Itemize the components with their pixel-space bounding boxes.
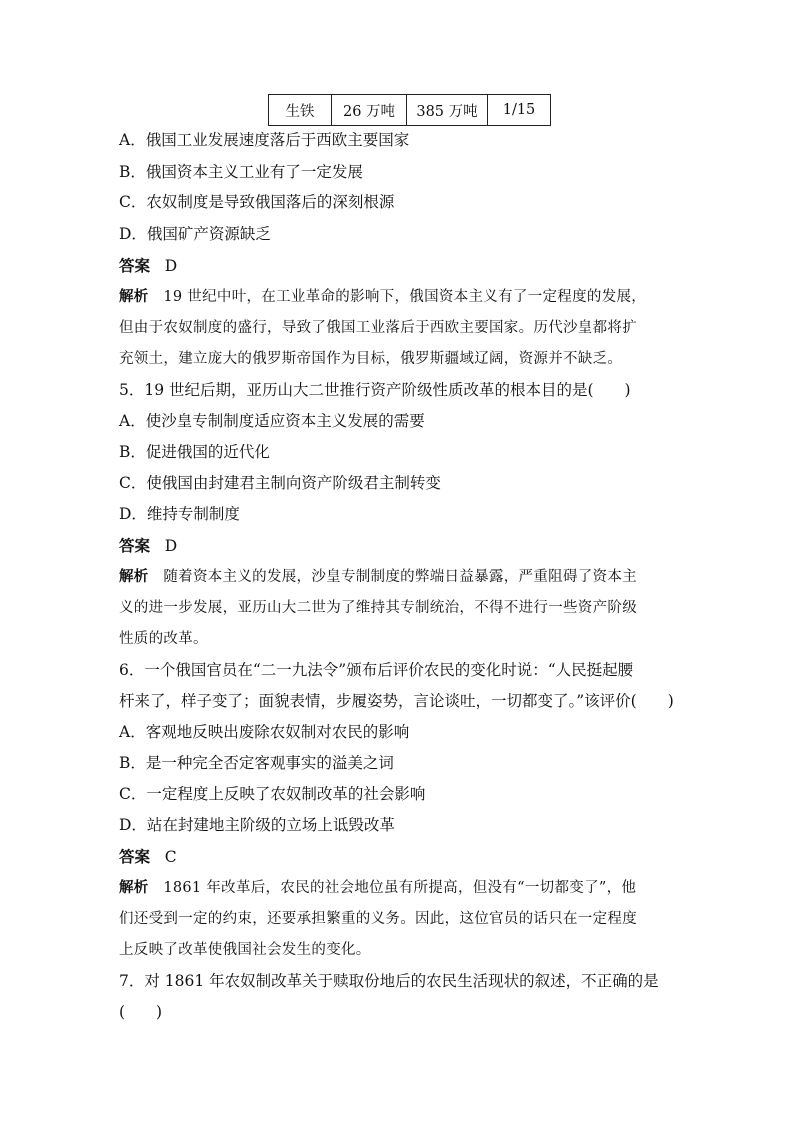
q4-explanation-line: 但由于农奴制度的盛行，导致了俄国工业落后于西欧主要国家。历代沙皇都将扩 bbox=[119, 320, 637, 336]
q5-option-c: C．使俄国由封建君主制向资产阶级君主制转变 bbox=[119, 474, 441, 492]
explain-label: 解析 bbox=[119, 569, 149, 585]
answer-label: 答案 bbox=[119, 848, 151, 866]
q6-stem: 杆来了，样子变了；面貌表情，步履姿势，言论谈吐，一切都变了。”该评价( ) bbox=[119, 692, 674, 710]
q6-explanation-line: 上反映了改革使俄国社会发生的变化。 bbox=[119, 942, 371, 958]
q5-explanation-line: 性质的改革。 bbox=[119, 631, 208, 647]
table-cell: 26 万吨 bbox=[332, 95, 407, 126]
q6-explanation-line: 解析 1861 年改革后，农民的社会地位虽有所提高，但没有“一切都变了”，他 bbox=[119, 880, 637, 896]
table-cell: 1/15 bbox=[488, 95, 551, 126]
table-cell: 385 万吨 bbox=[407, 95, 488, 126]
q7-stem: ( ) bbox=[119, 1003, 163, 1021]
q4-option-c: C．农奴制度是导致俄国落后的深刻根源 bbox=[119, 193, 395, 211]
q6-answer bbox=[119, 847, 177, 867]
q5-explanation-line: 解析 随着资本主义的发展，沙皇专制制度的弊端日益暴露，严重阻碍了资本主 bbox=[119, 569, 637, 585]
table-row bbox=[269, 95, 551, 126]
q5-explanation-line: 义的进一步发展，亚历山大二世为了维持其专制统治，不得不进行一些资产阶级 bbox=[119, 600, 637, 616]
q4-option-d: D．俄国矿产资源缺乏 bbox=[119, 225, 271, 243]
answer-label: 答案 bbox=[119, 537, 151, 555]
q5-option-b: B．促进俄国的近代化 bbox=[119, 443, 270, 461]
q5-option-d: D．维持专制制度 bbox=[119, 505, 240, 523]
q6-option-d: D．站在封建地主阶级的立场上诋毁改革 bbox=[119, 816, 395, 834]
q4-option-a: A．俄国工业发展速度落后于西欧主要国家 bbox=[119, 131, 410, 149]
explain-label: 解析 bbox=[119, 289, 149, 305]
q5-answer bbox=[119, 536, 177, 556]
answer-value: D bbox=[164, 537, 178, 555]
answer-value: C bbox=[164, 848, 177, 866]
q4-explanation-line: 充领土，建立庞大的俄罗斯帝国作为目标，俄罗斯疆域辽阔，资源并不缺乏。 bbox=[119, 351, 623, 367]
data-table bbox=[268, 94, 551, 126]
answer-value: D bbox=[164, 257, 178, 275]
q4-option-b: B．俄国资本主义工业有了一定发展 bbox=[119, 163, 363, 181]
q4-answer bbox=[119, 256, 177, 276]
q6-option-a: A．客观地反映出废除农奴制对农民的影响 bbox=[119, 723, 410, 741]
q6-option-c: C．一定程度上反映了农奴制改革的社会影响 bbox=[119, 785, 426, 803]
q6-stem: 6．一个俄国官员在“二一九法令”颁布后评价农民的变化时说：“人民挺起腰 bbox=[119, 661, 634, 679]
q6-explanation-line: 们还受到一定的约束，还要承担繁重的义务。因此，这位官员的话只在一定程度 bbox=[119, 911, 637, 927]
q5-stem: 5．19 世纪后期，亚历山大二世推行资产阶级性质改革的根本目的是( ) bbox=[119, 381, 631, 399]
answer-label: 答案 bbox=[119, 257, 151, 275]
q4-explanation-line: 解析 19 世纪中叶，在工业革命的影响下，俄国资本主义有了一定程度的发展， bbox=[119, 289, 647, 305]
q7-stem: 7．对 1861 年农奴制改革关于赎取份地后的农民生活现状的叙述，不正确的是 bbox=[119, 972, 659, 990]
q5-option-a: A．使沙皇专制制度适应资本主义发展的需要 bbox=[119, 412, 425, 430]
explain-label: 解析 bbox=[119, 880, 149, 896]
table-cell: 生铁 bbox=[269, 95, 332, 126]
q6-option-b: B．是一种完全否定客观事实的溢美之词 bbox=[119, 754, 394, 772]
